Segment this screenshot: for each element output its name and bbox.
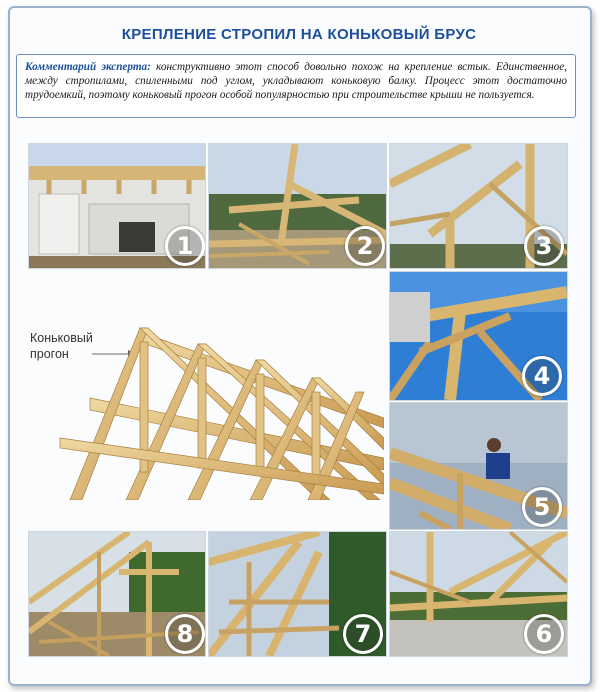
- photo-8: [28, 531, 206, 657]
- photo-number-6: 6: [524, 614, 564, 654]
- page-title: КРЕПЛЕНИЕ СТРОПИЛ НА КОНЬКОВЫЙ БРУС: [121, 25, 477, 43]
- photo-number-1: 1: [165, 226, 205, 266]
- photo-1: [28, 143, 206, 269]
- ridge-purlin-diagram: [30, 288, 384, 500]
- photo-5: [389, 402, 568, 530]
- photo-4: [389, 271, 568, 401]
- title-bar: [10, 14, 588, 54]
- label-line-1: Коньковый: [30, 331, 93, 345]
- label-line-2: прогон: [30, 347, 69, 361]
- ridge-purlin-label: [30, 330, 93, 362]
- photo-3: [389, 143, 568, 269]
- photo-7: [208, 531, 387, 657]
- photo-number-2: 2: [345, 226, 385, 266]
- comment-label: Комментарий эксперта:: [25, 61, 151, 73]
- rafter-frame-illustration: [30, 288, 384, 500]
- photo-number-3: 3: [524, 226, 564, 266]
- photo-number-8: 8: [165, 614, 205, 654]
- photo-number-7: 7: [343, 614, 383, 654]
- photo-number-4: 4: [522, 356, 562, 396]
- comment-text: конструктивно этот способ довольно похож на крепление встык. Единственное, между стропилами, спиленными под углом, укладывают коньковую балку. Процесс этот достаточно трудоемкий, поэтому коньковый прогон особой популярностью при строительстве крыши не пользуется.: [25, 61, 567, 101]
- photo-6: [389, 531, 568, 657]
- photo-number-5: 5: [522, 487, 562, 527]
- expert-comment: [16, 54, 576, 118]
- photo-2: [208, 143, 387, 269]
